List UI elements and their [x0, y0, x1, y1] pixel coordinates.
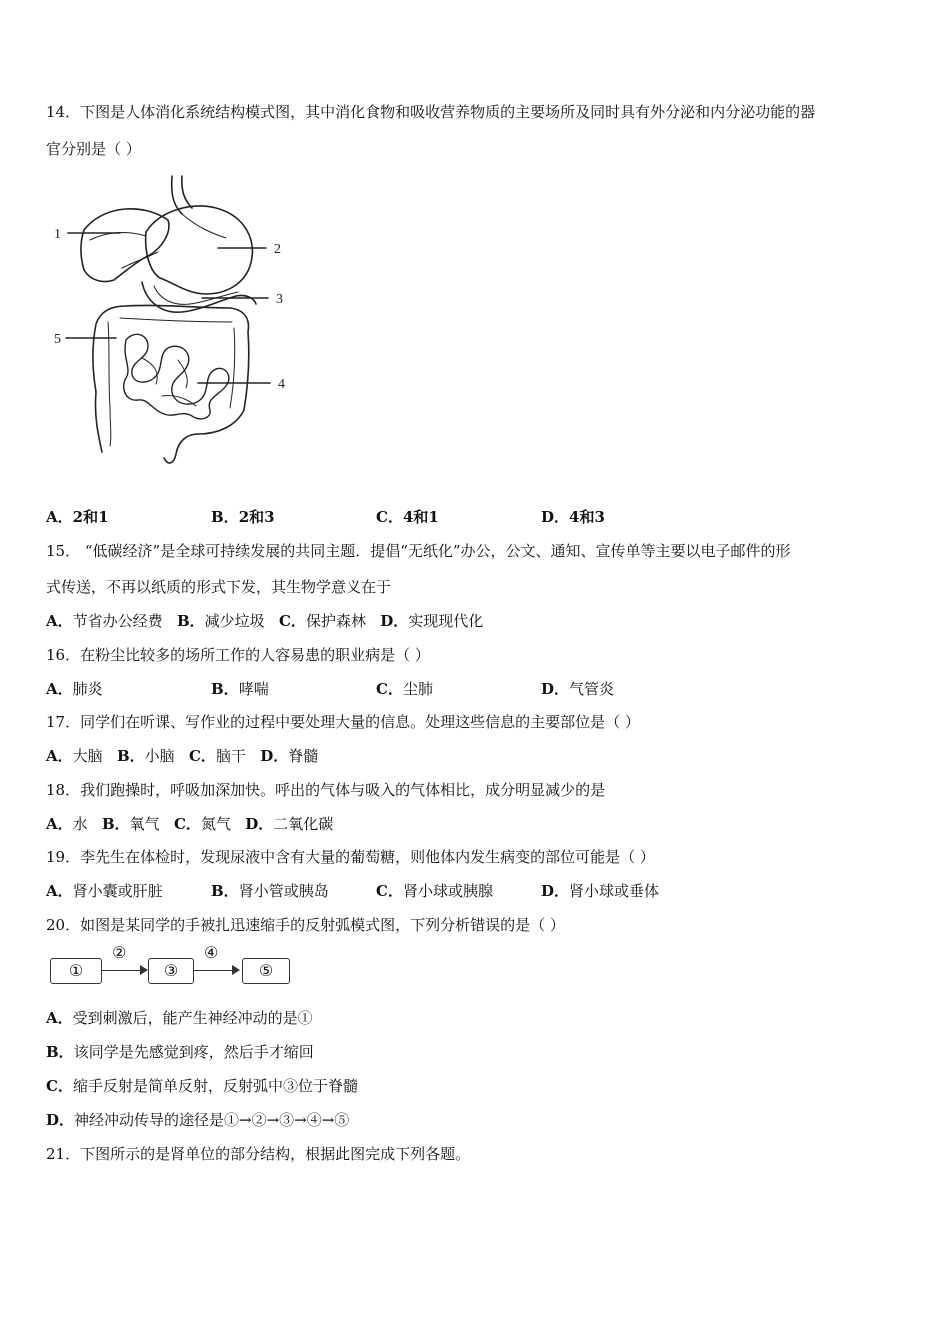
option-label: D．	[541, 680, 570, 698]
q21-stem: 21．下图所示的是肾单位的部分结构，根据此图完成下列各题。	[46, 1145, 471, 1163]
q19-option-b[interactable]	[211, 881, 329, 901]
option-text: 尘肺	[402, 680, 433, 698]
reflex-arc-diagram	[46, 943, 296, 986]
option-label: C．	[46, 1077, 73, 1095]
q16-option-a[interactable]	[46, 679, 103, 699]
q20-option-b[interactable]	[46, 1042, 314, 1062]
option-label: B．	[116, 747, 145, 765]
option-text: 肺炎	[72, 680, 103, 698]
option-label: D．	[260, 747, 289, 765]
option-label: A．	[46, 882, 73, 900]
option-text: 氮气	[200, 815, 231, 833]
option-text: 大脑	[72, 747, 103, 765]
option-label: B．	[46, 1043, 74, 1061]
arrow-line-1	[102, 970, 142, 971]
q18-stem: 18．我们跑操时，呼吸加深加快。呼出的气体与吸入的气体相比，成分明显减少的是	[46, 781, 606, 799]
stomach-shape	[146, 206, 253, 294]
effector-box: ⑤	[242, 958, 290, 984]
option-label: A．	[46, 612, 73, 630]
q14-stem-line1: 14．下图是人体消化系统结构模式图，其中消化食物和吸收营养物质的主要场所及同时具有外分泌和内分泌功能的器	[46, 103, 816, 121]
q15-option-b[interactable]	[177, 612, 265, 630]
option-label: C．	[376, 882, 403, 900]
q17-stem: 17．同学们在听课、写作业的过程中要处理大量的信息。处理这些信息的主要部位是（ ）	[46, 713, 640, 731]
q19-option-c[interactable]	[376, 881, 493, 901]
option-label: C．	[188, 747, 216, 765]
option-text: 节省办公经费	[72, 612, 163, 630]
option-label: C．	[173, 815, 201, 833]
option-label: A．	[46, 815, 73, 833]
option-text: 肾小球或垂体	[569, 882, 660, 900]
q15-stem-line2: 式传送，不再以纸质的形式下发，其生物学意义在于	[46, 578, 392, 596]
receptor-box: ①	[50, 958, 102, 984]
figure-label-5: 5	[54, 332, 61, 347]
option-text: 肾小管或胰岛	[238, 882, 329, 900]
q14-option-c[interactable]	[376, 507, 439, 527]
q17-option-d[interactable]	[260, 747, 318, 765]
option-label: C．	[376, 508, 403, 526]
q19-stem: 19．李先生在体检时，发现尿液中含有大量的葡萄糖，则他体内发生病变的部位可能是（ ）	[46, 848, 655, 866]
q20-stem: 20．如图是某同学的手被扎迅速缩手的反射弧模式图，下列分析错误的是（ ）	[46, 916, 565, 934]
option-label: D．	[245, 815, 274, 833]
option-label: B．	[211, 680, 239, 698]
option-label: D．	[541, 508, 570, 526]
option-text: 哮喘	[238, 680, 269, 698]
option-text: 脑干	[215, 747, 246, 765]
center-box: ③	[148, 958, 194, 984]
q19-option-a[interactable]	[46, 881, 163, 901]
option-label: B．	[101, 815, 130, 833]
option-text: 实现现代化	[408, 612, 484, 630]
q17-option-b[interactable]	[117, 747, 175, 765]
q14-option-b[interactable]	[211, 507, 275, 527]
q16-stem: 16．在粉尘比较多的场所工作的人容易患的职业病是（ ）	[46, 646, 430, 664]
large-intestine-shape	[93, 305, 249, 462]
q20-option-c[interactable]	[46, 1076, 358, 1096]
option-text: 气管炎	[569, 680, 615, 698]
option-text: 氧气	[129, 815, 160, 833]
option-label: B．	[211, 508, 239, 526]
q18-options	[46, 814, 333, 834]
option-text: 2和1	[72, 508, 109, 526]
q15-options	[46, 611, 483, 631]
q17-option-c[interactable]	[189, 747, 246, 765]
option-text: 二氧化碳	[273, 815, 334, 833]
option-text: 减少垃圾	[204, 612, 265, 630]
option-text: 2和3	[238, 508, 275, 526]
option-label: C．	[376, 680, 403, 698]
q17-options	[46, 746, 318, 766]
figure-label-4: 4	[278, 377, 285, 392]
option-label: A．	[46, 747, 73, 765]
q18-option-c[interactable]	[174, 815, 231, 833]
q14-option-a[interactable]	[46, 507, 109, 527]
q17-option-a[interactable]	[46, 747, 103, 765]
option-label: D．	[380, 612, 409, 630]
option-label: D．	[541, 882, 570, 900]
option-label: B．	[211, 882, 239, 900]
option-label: D．	[46, 1111, 75, 1129]
option-label: C．	[278, 612, 306, 630]
arrow-head-2	[232, 965, 240, 975]
q18-option-d[interactable]	[245, 815, 333, 833]
arrow-line-2	[194, 970, 234, 971]
liver-shape	[81, 209, 169, 282]
figure-label-2: 2	[274, 242, 281, 257]
option-label: B．	[176, 612, 205, 630]
q14-stem-line2: 官分别是（ ）	[46, 140, 141, 158]
q20-option-d[interactable]	[46, 1110, 349, 1130]
option-text: 保护森林	[305, 612, 366, 630]
figure-label-1: 1	[54, 227, 61, 242]
option-text: 肾小囊或肝脏	[72, 882, 163, 900]
q16-option-b[interactable]	[211, 679, 269, 699]
q14-option-d[interactable]	[541, 507, 605, 527]
q19-option-d[interactable]	[541, 881, 659, 901]
option-label: A．	[46, 1009, 73, 1027]
figure-label-3: 3	[276, 292, 283, 307]
q20-option-a[interactable]	[46, 1008, 313, 1028]
option-text: 脊髓	[288, 747, 319, 765]
afferent-nerve-label: ②	[112, 943, 127, 962]
option-label: A．	[46, 680, 73, 698]
small-intestine-shape	[124, 334, 229, 419]
option-text: 4和3	[569, 508, 605, 526]
option-text: 4和1	[402, 508, 439, 526]
q16-option-c[interactable]	[376, 679, 433, 699]
option-text: 肾小球或胰腺	[402, 882, 493, 900]
option-text: 小脑	[144, 747, 175, 765]
efferent-nerve-label: ④	[204, 943, 219, 962]
q15-option-d[interactable]	[380, 612, 483, 630]
q18-option-b[interactable]	[102, 815, 160, 833]
q15-option-a[interactable]	[46, 612, 163, 630]
digestive-system-figure	[50, 172, 300, 470]
option-text: 缩手反射是简单反射，反射弧中③位于脊髓	[72, 1077, 358, 1095]
option-text: 神经冲动传导的途径是①→②→③→④→⑤	[74, 1111, 350, 1129]
option-label: A．	[46, 508, 73, 526]
q15-option-c[interactable]	[279, 612, 366, 630]
option-text: 受到刺激后，能产生神经冲动的是①	[72, 1009, 313, 1027]
q15-stem-line1: 15． “低碳经济”是全球可持续发展的共同主题．提倡“无纸化”办公，公文、通知、宣传单等主要以电子邮件的形	[46, 542, 791, 560]
option-text: 该同学是先感觉到疼，然后手才缩回	[73, 1043, 314, 1061]
option-text: 水	[72, 815, 88, 833]
q16-option-d[interactable]	[541, 679, 614, 699]
q18-option-a[interactable]	[46, 815, 88, 833]
arrow-head-1	[140, 965, 148, 975]
